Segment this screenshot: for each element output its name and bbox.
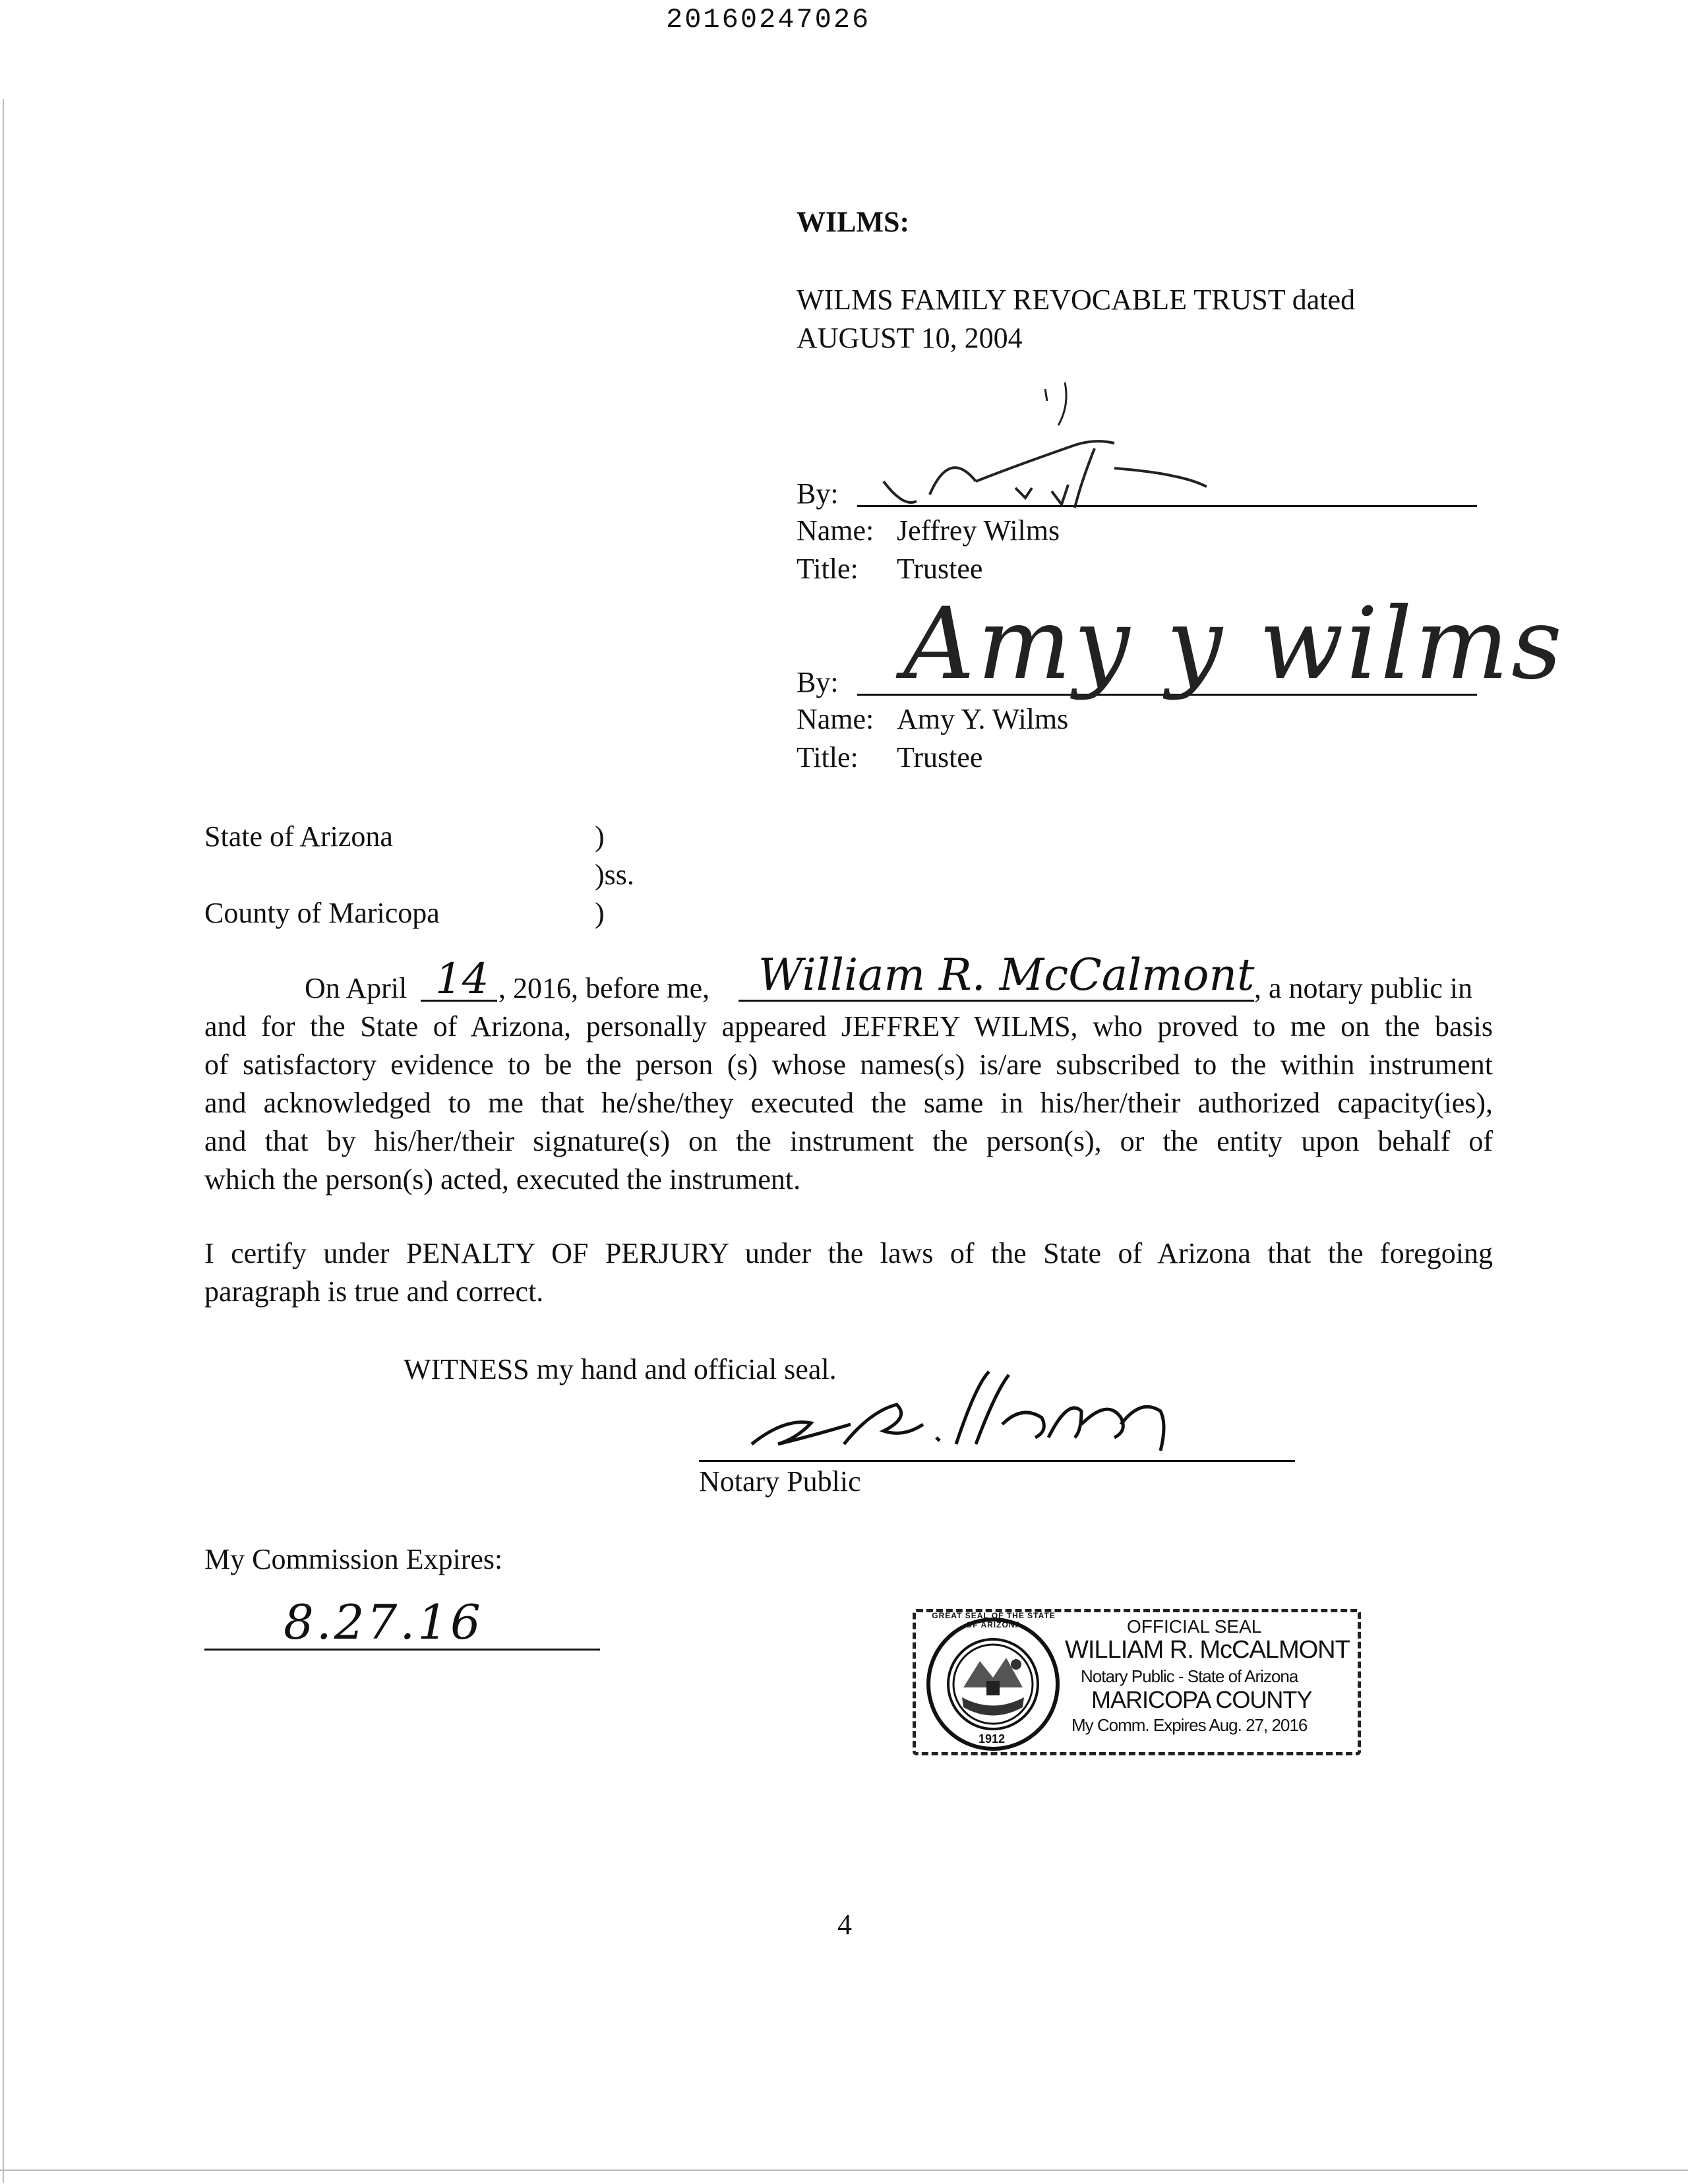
signatory2-title-label: Title: [797,741,859,774]
seal-line-3: Notary Public - State of Arizona [1081,1666,1298,1686]
party-heading: WILMS: [797,206,910,238]
venue-paren2: ) [595,897,605,929]
trust-name-line2: AUGUST 10, 2004 [797,322,1023,354]
ack-mid: , 2016, before me, [498,972,710,1004]
official-seal-stamp [913,1609,1361,1755]
left-edge-line [3,99,4,2183]
seal-line-2: WILLIAM R. McCALMONT [1065,1636,1350,1664]
signatory1-name: Jeffrey Wilms [897,514,1060,547]
bottom-edge-line [0,2169,1688,2171]
commission-date-line [204,1649,600,1651]
signatory2-signature: Amy y wilms [903,587,1565,702]
certification [204,1234,1493,1311]
seal-year: 1912 [979,1732,1006,1745]
document-number: 20160247026 [666,4,871,36]
ack-line-4: and that by his/her/their signature(s) on the instrument the person(s), or the entity upon behalf of [204,1125,1493,1157]
signatory1-title-label: Title: [797,553,859,585]
venue-county: County of Maricopa [204,897,440,929]
signatory2-by-label: By: [797,666,839,698]
venue-paren1: ) [595,820,605,853]
ack-suffix: , a notary public in [1254,972,1473,1004]
ack-line-1: and for the State of Arizona, personally appeared JEFFREY WILMS, who proved to me on the basis [204,1010,1493,1043]
ack-day: 14 [435,955,489,1004]
trust-name-line1: WILMS FAMILY REVOCABLE TRUST dated [797,284,1356,316]
seal-line-4: MARICOPA COUNTY [1091,1686,1312,1713]
signatory1-title: Trustee [897,553,983,585]
signatory2-name-label: Name: [797,703,874,735]
notary-signature [738,1345,1213,1464]
page-number: 4 [837,1908,852,1941]
ack-line-3: and acknowledged to me that he/she/they executed the same in his/her/their authorized capacity(ies), [204,1087,1493,1119]
witness-text: WITNESS my hand and official seal. [404,1353,837,1385]
signatory2-name: Amy Y. Wilms [897,703,1069,735]
ack-prefix: On April [305,972,407,1004]
commission-label: My Commission Expires: [204,1543,503,1575]
seal-line-5: My Comm. Expires Aug. 27, 2016 [1071,1715,1308,1735]
signatory2-title: Trustee [897,741,983,774]
notary-label: Notary Public [699,1465,861,1498]
signatory1-by-label: By: [797,477,839,510]
commission-date: 8.27.16 [284,1594,483,1650]
ack-line-5: which the person(s) acted, executed the instrument. [204,1163,801,1196]
signatory1-name-label: Name: [797,514,874,547]
ack-body [204,1008,1493,1199]
cert-line-1: I certify under PENALTY OF PERJURY under the laws of the State of Arizona that the foregoing [204,1237,1493,1269]
seal-line-1: OFFICIAL SEAL [1127,1616,1262,1637]
seal-ring-text: GREAT SEAL OF THE STATE OF ARIZONA [932,1611,1056,1629]
ack-notary-signature: William R. McCalmont [758,950,1255,1000]
venue-ss: )ss. [595,859,634,891]
notary-signature-line [699,1460,1295,1462]
venue-state: State of Arizona [204,820,393,853]
cert-line-2: paragraph is true and correct. [204,1275,544,1308]
ack-line-2: of satisfactory evidence to be the person (s) whose names(s) is/are subscribed to the within instrument [204,1048,1493,1081]
